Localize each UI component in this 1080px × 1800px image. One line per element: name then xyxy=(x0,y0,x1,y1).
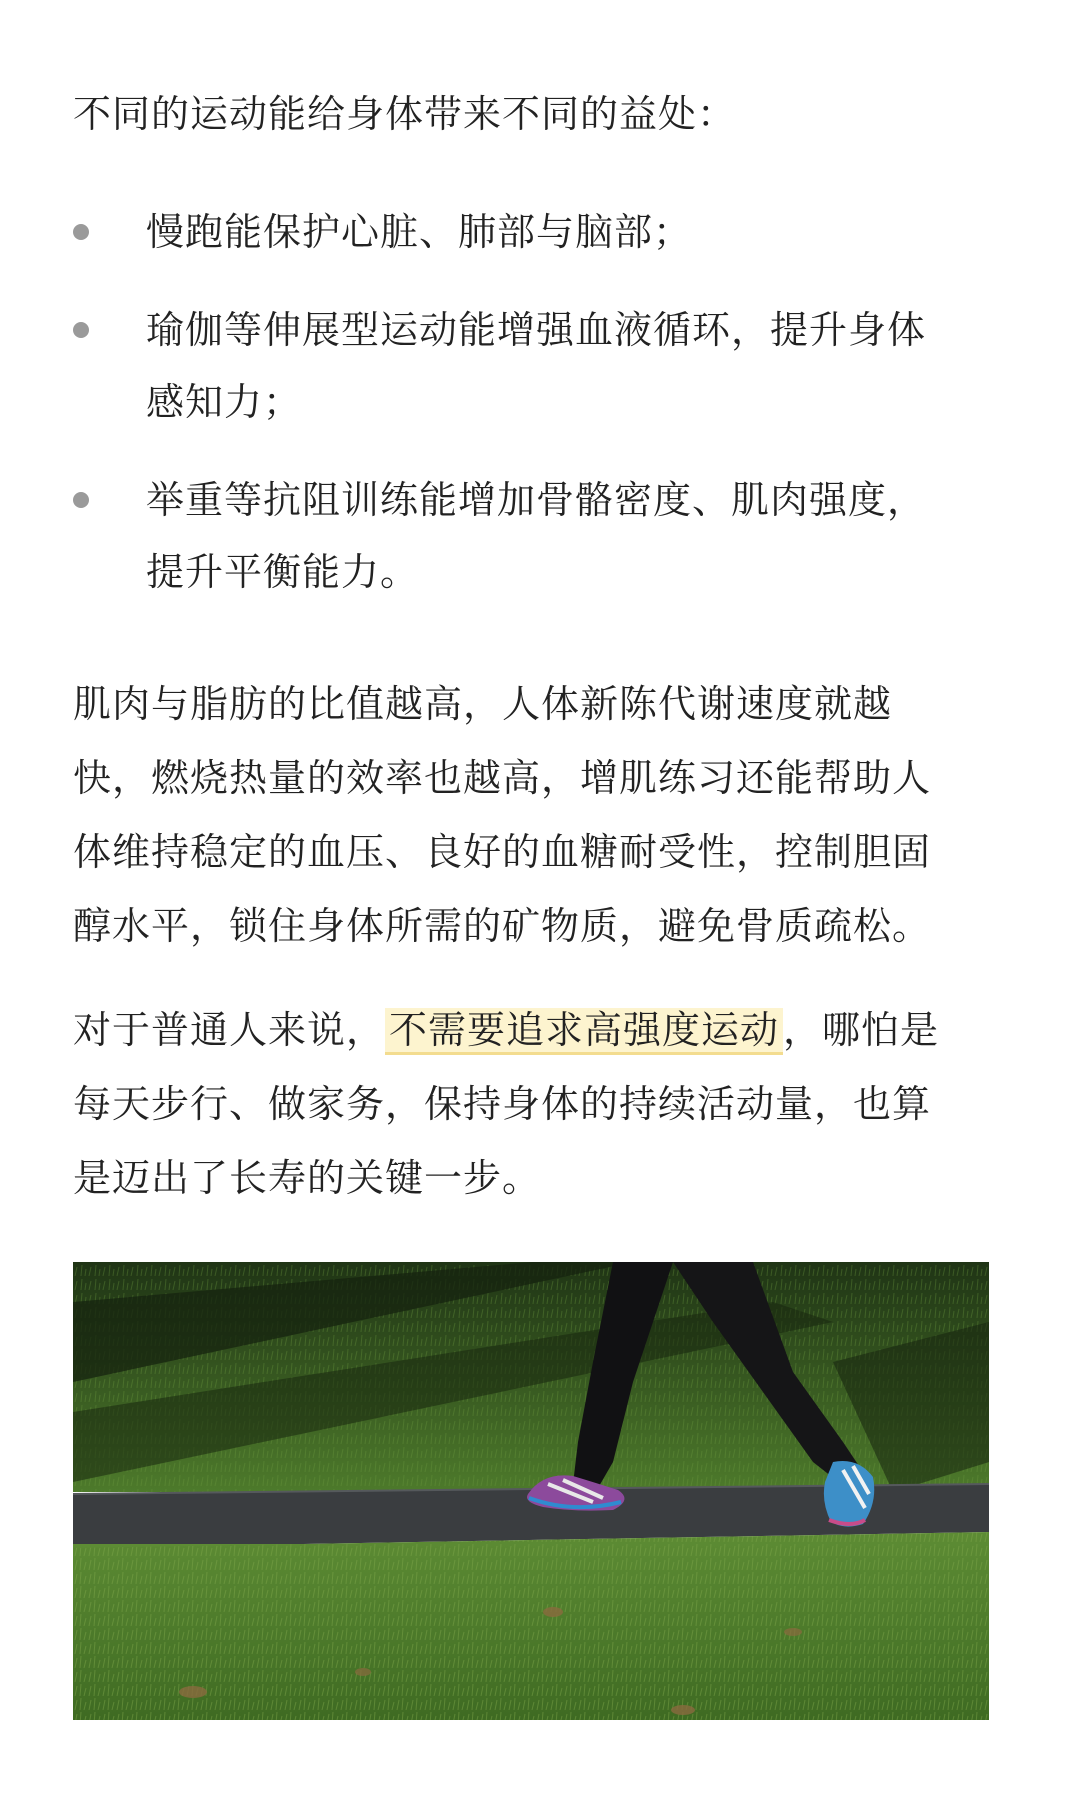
paragraph-line: 体维持稳定的血压、良好的血糖耐受性，控制胆固 xyxy=(73,830,932,874)
walking-photo xyxy=(73,1262,989,1720)
paragraph-line xyxy=(73,993,1003,1067)
paragraph-line: 是迈出了长寿的关键一步。 xyxy=(73,1156,542,1200)
paragraph-line: 肌肉与脂肪的比值越高，人体新陈代谢速度就越 xyxy=(73,682,893,726)
list-item-line: 提升平衡能力。 xyxy=(146,550,420,594)
paragraph-text: 对于普通人来说， xyxy=(73,1008,386,1052)
paragraph-daily-activity xyxy=(73,993,1003,1215)
list-item-line: 瑜伽等伸展型运动能增强血液循环，提升身体 xyxy=(146,308,927,352)
bullet-dot-icon xyxy=(73,224,89,240)
paragraph-text: ，哪怕是 xyxy=(783,1008,940,1052)
list-item xyxy=(73,294,1023,438)
list-item xyxy=(73,464,1023,608)
list-item-line: 慢跑能保护心脏、肺部与脑部； xyxy=(146,210,693,254)
benefit-list xyxy=(73,196,1023,634)
bullet-dot-icon xyxy=(73,322,89,338)
legs-walking-on-park-path-icon xyxy=(73,1262,989,1720)
paragraph-line: 醇水平，锁住身体所需的矿物质，避免骨质疏松。 xyxy=(73,904,932,948)
paragraph-line: 快，燃烧热量的效率也越高，增肌练习还能帮助人 xyxy=(73,756,932,800)
paragraph-line: 每天步行、做家务，保持身体的持续活动量，也算 xyxy=(73,1082,932,1126)
intro-text: 不同的运动能给身体带来不同的益处： xyxy=(73,92,737,136)
list-item-line: 感知力； xyxy=(146,380,303,424)
paragraph-muscle-fat xyxy=(73,667,1003,963)
bullet-dot-icon xyxy=(73,492,89,508)
list-item-line: 举重等抗阻训练能增加骨骼密度、肌肉强度， xyxy=(146,478,927,522)
list-item xyxy=(73,196,1023,268)
highlighted-text: 不需要追求高强度运动 xyxy=(385,1008,783,1055)
